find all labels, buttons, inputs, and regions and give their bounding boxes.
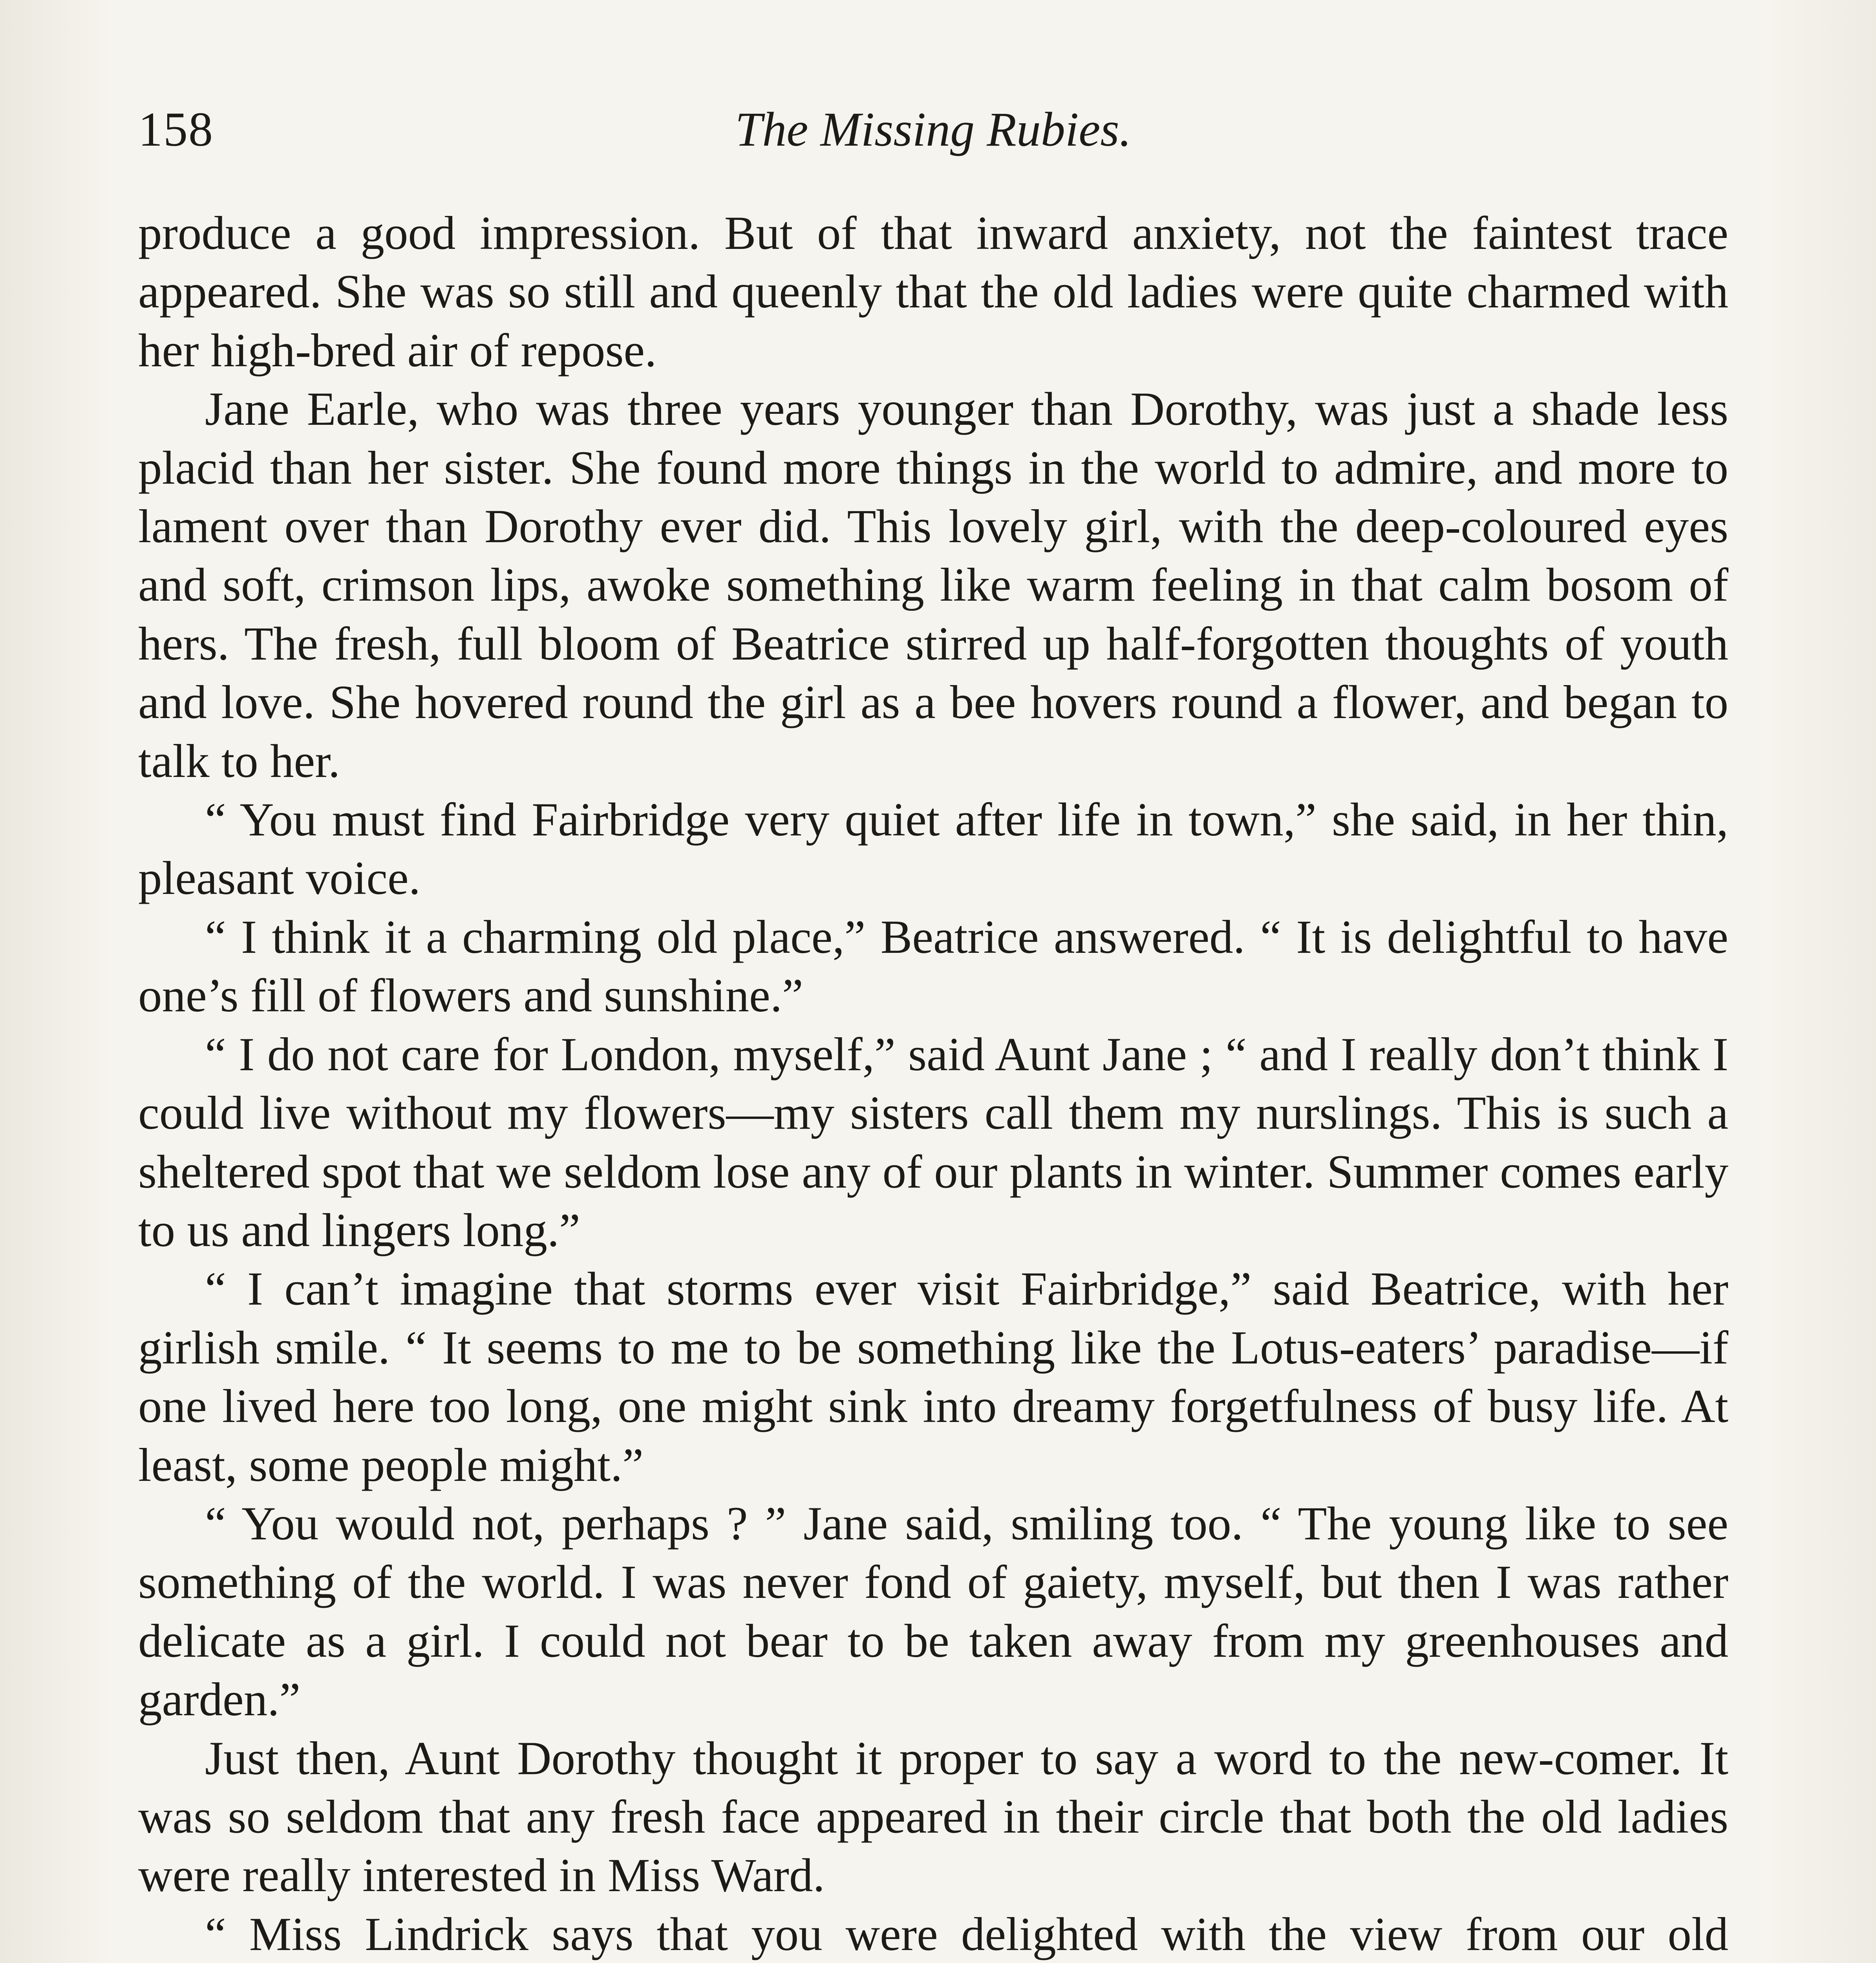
- body-text: [138, 204, 1728, 1963]
- running-title: The Missing Rubies.: [735, 102, 1132, 156]
- paragraph: “ I think it a charming old place,” Beatrice answered. “ It is delightful to have one’s fill of flowers and sunshine.”: [138, 910, 1728, 1022]
- paragraph: “ You must find Fairbridge very quiet after life in town,” she said, in her thin, pleasant voice.: [138, 793, 1728, 905]
- page-header: [138, 98, 1728, 169]
- paragraph: “ I can’t imagine that storms ever visit Fairbridge,” said Beatrice, with her girlish smile. “ It seems to me to be something like the Lotus-eaters’ paradise—if one lived here too long, one might sink into dreamy forgetfulness of busy life. At least, some people might.”: [138, 1263, 1728, 1491]
- page-number: 158: [138, 102, 214, 156]
- paragraph: Jane Earle, who was three years younger than Dorothy, was just a shade less placid than her sister. She found more things in the world to admire, and more to lament over than Dorothy ever did. This lovely girl, with the deep-coloured eyes and soft, crimson lips, awoke something like warm feeling in that calm bosom of hers. The fresh, full bloom of Beatrice stirred up half-forgotten thoughts of youth and love. She hovered round the girl as a bee hovers round a flower, and began to talk to her.: [138, 383, 1728, 788]
- paragraph: “ I do not care for London, myself,” said Aunt Jane ; “ and I really don’t think I could live without my flowers—my sisters call them my nurslings. This is such a sheltered spot that we seldom lose any of our plants in winter. Summer comes early to us and lingers long.”: [138, 1028, 1728, 1257]
- paragraph: “ You would not, perhaps ? ” Jane said, smiling too. “ The young like to see something of the world. I was never fond of gaiety, myself, but then I was rather delicate as a girl. I could not bear to be taken away from my greenhouses and garden.”: [138, 1497, 1728, 1726]
- paragraph: Just then, Aunt Dorothy thought it proper to say a word to the new-comer. It was so seldom that any fresh face appeared in their circle that both the old ladies were really interested in Miss Ward.: [138, 1732, 1728, 1902]
- paragraph: produce a good impression. But of that inward anxiety, not the faintest trace appeared. She was so still and queenly that the old ladies were quite charmed with her high-bred air of repose.: [138, 207, 1728, 377]
- paragraph: “ Miss Lindrick says that you were delighted with the view from our old: [205, 1908, 1728, 1961]
